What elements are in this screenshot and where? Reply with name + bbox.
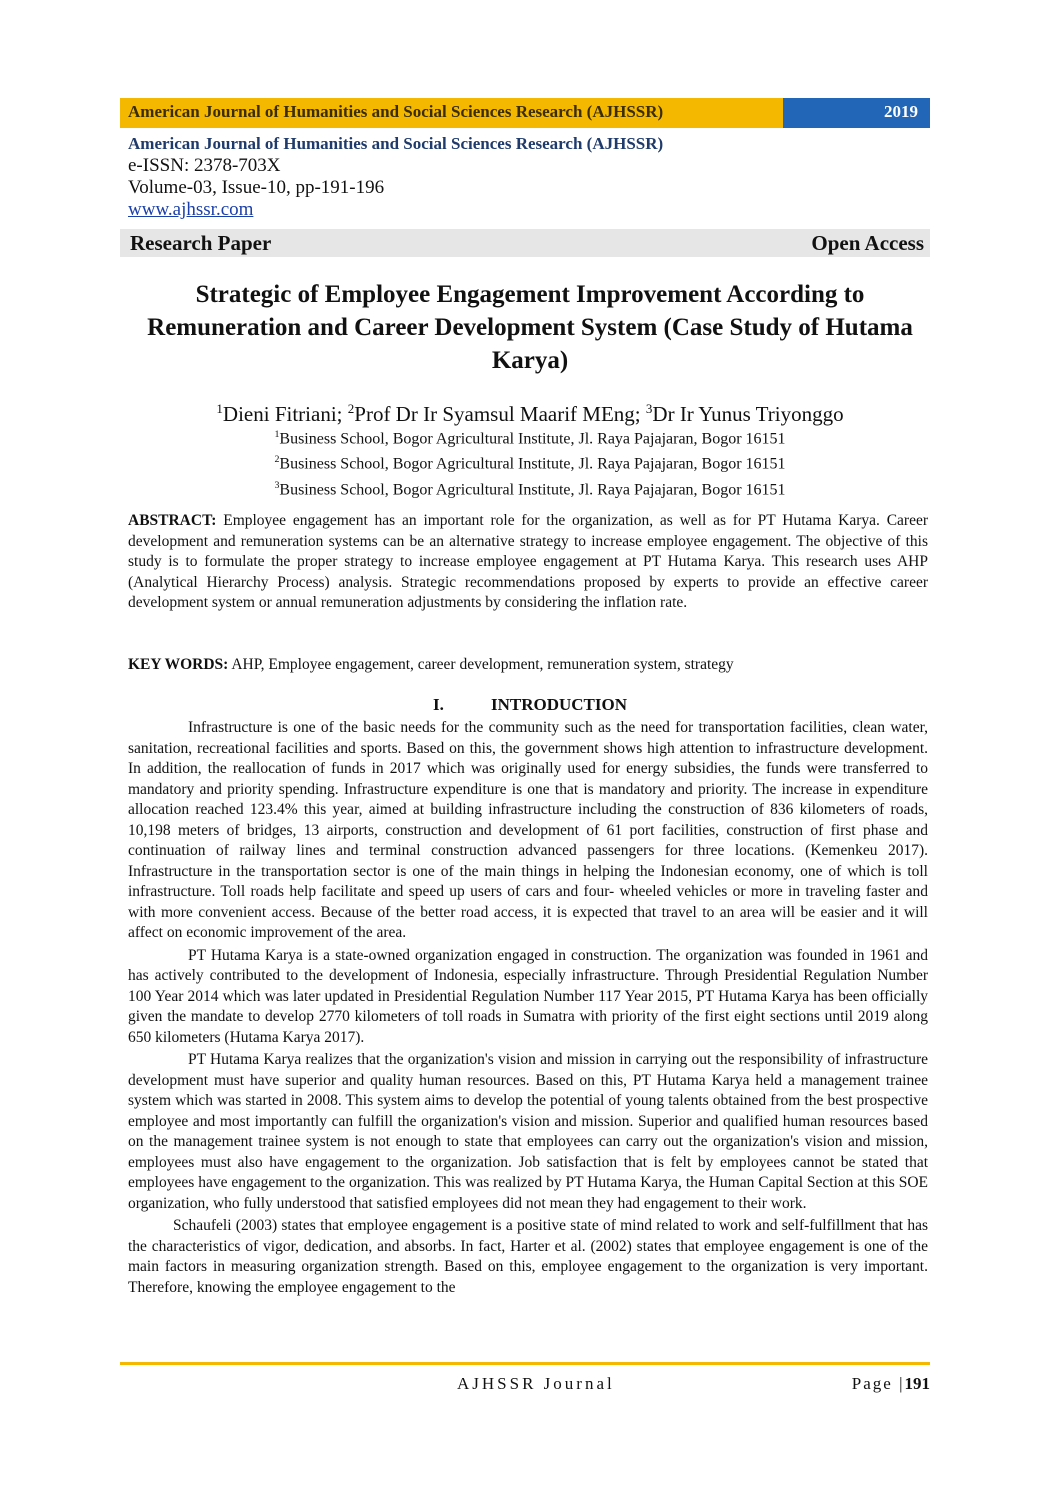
meta-url-link[interactable]: www.ajhssr.com (128, 199, 254, 220)
meta-volume: Volume-03, Issue-10, pp-191-196 (128, 177, 385, 198)
introduction-body (128, 718, 928, 1300)
journal-meta (128, 133, 928, 221)
affiliation (120, 449, 940, 474)
section-title: INTRODUCTION (491, 695, 628, 714)
body-paragraph: PT Hutama Karya is a state-owned organization engaged in construction. The organization was founded in 1961 and has actively contributed to the development of Indonesia, especially infrastructure. Through Presidential Regulation Number 100 Year 2014 which was later updated in Presidential Regulation Number 117 Year 2015, PT Hutama Karya has been officially given the mandate to develop 2770 kilometers of toll roads in Sumatra with priority of the first eight sections until 2019 along 650 kilometers (Hutama Karya 2017). (128, 946, 928, 1046)
affiliation (120, 424, 940, 449)
affiliation-sup: 3 (274, 479, 280, 491)
header-year: 2019 (783, 98, 930, 128)
footer-page (852, 1374, 930, 1394)
affiliation-sup: 1 (274, 429, 280, 440)
affiliation-text: Business School, Bogor Agricultural Institute, Jl. Raya Pajajaran, Bogor 16151 (279, 430, 786, 448)
section-number: I. (433, 695, 444, 714)
affiliation-text: Business School, Bogor Agricultural Institute, Jl. Raya Pajajaran, Bogor 16151 (279, 455, 786, 473)
footer-page-number: 191 (904, 1374, 930, 1393)
paper-title: Strategic of Employee Engagement Improvement According to Remuneration and Career Development System (Case Study of Hutama Karya) (147, 281, 913, 374)
research-paper-bar (120, 229, 930, 257)
footer-rule (120, 1362, 930, 1365)
footer-journal: AJHSSR Journal (457, 1374, 615, 1393)
meta-issn: e-ISSN: 2378-703X (128, 155, 281, 176)
body-paragraph: PT Hutama Karya realizes that the organization's vision and mission in carrying out the responsibility of infrastructure development must have superior and quality human resources. Based on this, PT Hutama Karya held a management trainee system which was started in 2008. This system aims to develop the potential of young talents obtained from the best prospective employee and most importantly can fulfill the organization's vision and mission. Superior and qualified human resources based on the management trainee system is not enough to state that employees can carry out the organization's vision and mission, employees must also have engagement to the organization. Job satisfaction that is felt by employees cannot be stated that employees have engagement to the organization. This was realized by PT Hutama Karya, the Human Capital Section at this SOE organization, who fully understood that satisfied employees did not mean they had engagement to their work. (128, 1051, 928, 1212)
body-paragraph: Infrastructure is one of the basic needs for the community such as the need for transportation facilities, clean water, sanitation, recreational facilities and sports. Based on this, the government shows high attention to infrastructure development. In addition, the reallocation of funds in 2017 which was originally used for energy subsidies, the funds were transferred to mandatory and priority spending. Infrastructure expenditure is one that is mandatory and priority. The increase in expenditure allocation reached 123.4% this year, aimed at building infrastructure including the construction of 836 kilometers of roads, 10,198 meters of bridges, 13 airports, construction and development of 61 port facilities, construction of first phase and continuation of railway lines and terminal construction advanced passengers for three locations. (Kemenkeu 2017). Infrastructure in the transportation sector is one of the main things in helping the Indonesian economy, one of which is toll infrastructure. Toll roads help facilitate and speed up users of cars and four- wheeled vehicles or more in traveling faster and with more convenient access. Because of the better road access, it is expected that travel to an area will be easier and it will affect on economic improvement of the area. (128, 719, 928, 941)
affiliation (120, 475, 940, 500)
keywords-text: AHP, Employee engagement, career development, remuneration system, strategy (228, 656, 734, 673)
author-name: Dieni Fitriani; (222, 402, 348, 426)
research-paper-label: Research Paper (130, 231, 272, 255)
body-paragraph: Schaufeli (2003) states that employee engagement is a positive state of mind related to work and self-fulfillment that has the characteristics of vigor, dedication, and absorbs. In fact, Harter et al. (2002) states that employee engagement is one of the main factors in measuring organization strength. Based on this, employee engagement to the organization is very important. Therefore, knowing the employee engagement to the (128, 1217, 928, 1296)
affiliation-sup: 2 (274, 454, 280, 466)
author-name: Prof Dr Ir Syamsul Maarif MEng; (354, 402, 646, 426)
meta-journal-title: American Journal of Humanities and Social Sciences Research (AJHSSR) (128, 134, 664, 153)
journal-header-band (120, 98, 930, 128)
abstract (128, 511, 928, 614)
affiliation-list (120, 424, 940, 500)
header-journal-name: American Journal of Humanities and Social Sciences Research (AJHSSR) (120, 98, 783, 128)
abstract-text: Employee engagement has an important role for the organization, as well as for PT Hutama Karya. Career development and remuneration systems can be an alternative strategy to increase employee engagement. The objective of this study is to formulate the proper strategy to increase employee engagement at PT Hutama Karya. This research uses AHP (Analytical Hierarchy Process) analysis. Strategic recommendations proposed by experts to provide an effective career development system or annual remuneration adjustments by considering the inflation rate. (128, 512, 928, 611)
open-access-label: Open Access (811, 231, 924, 255)
footer-page-label: Page | (851, 1374, 905, 1393)
abstract-label: ABSTRACT: (128, 512, 217, 529)
author-sup: 1 (216, 401, 223, 416)
page-footer (120, 1374, 930, 1398)
author-name: Dr Ir Yunus Triyonggo (652, 402, 844, 426)
author-sup: 3 (645, 401, 653, 416)
keywords-label: KEY WORDS: (128, 656, 229, 673)
affiliation-text: Business School, Bogor Agricultural Institute, Jl. Raya Pajajaran, Bogor 16151 (279, 480, 786, 498)
keywords (128, 655, 928, 676)
author-sup: 2 (347, 401, 355, 416)
